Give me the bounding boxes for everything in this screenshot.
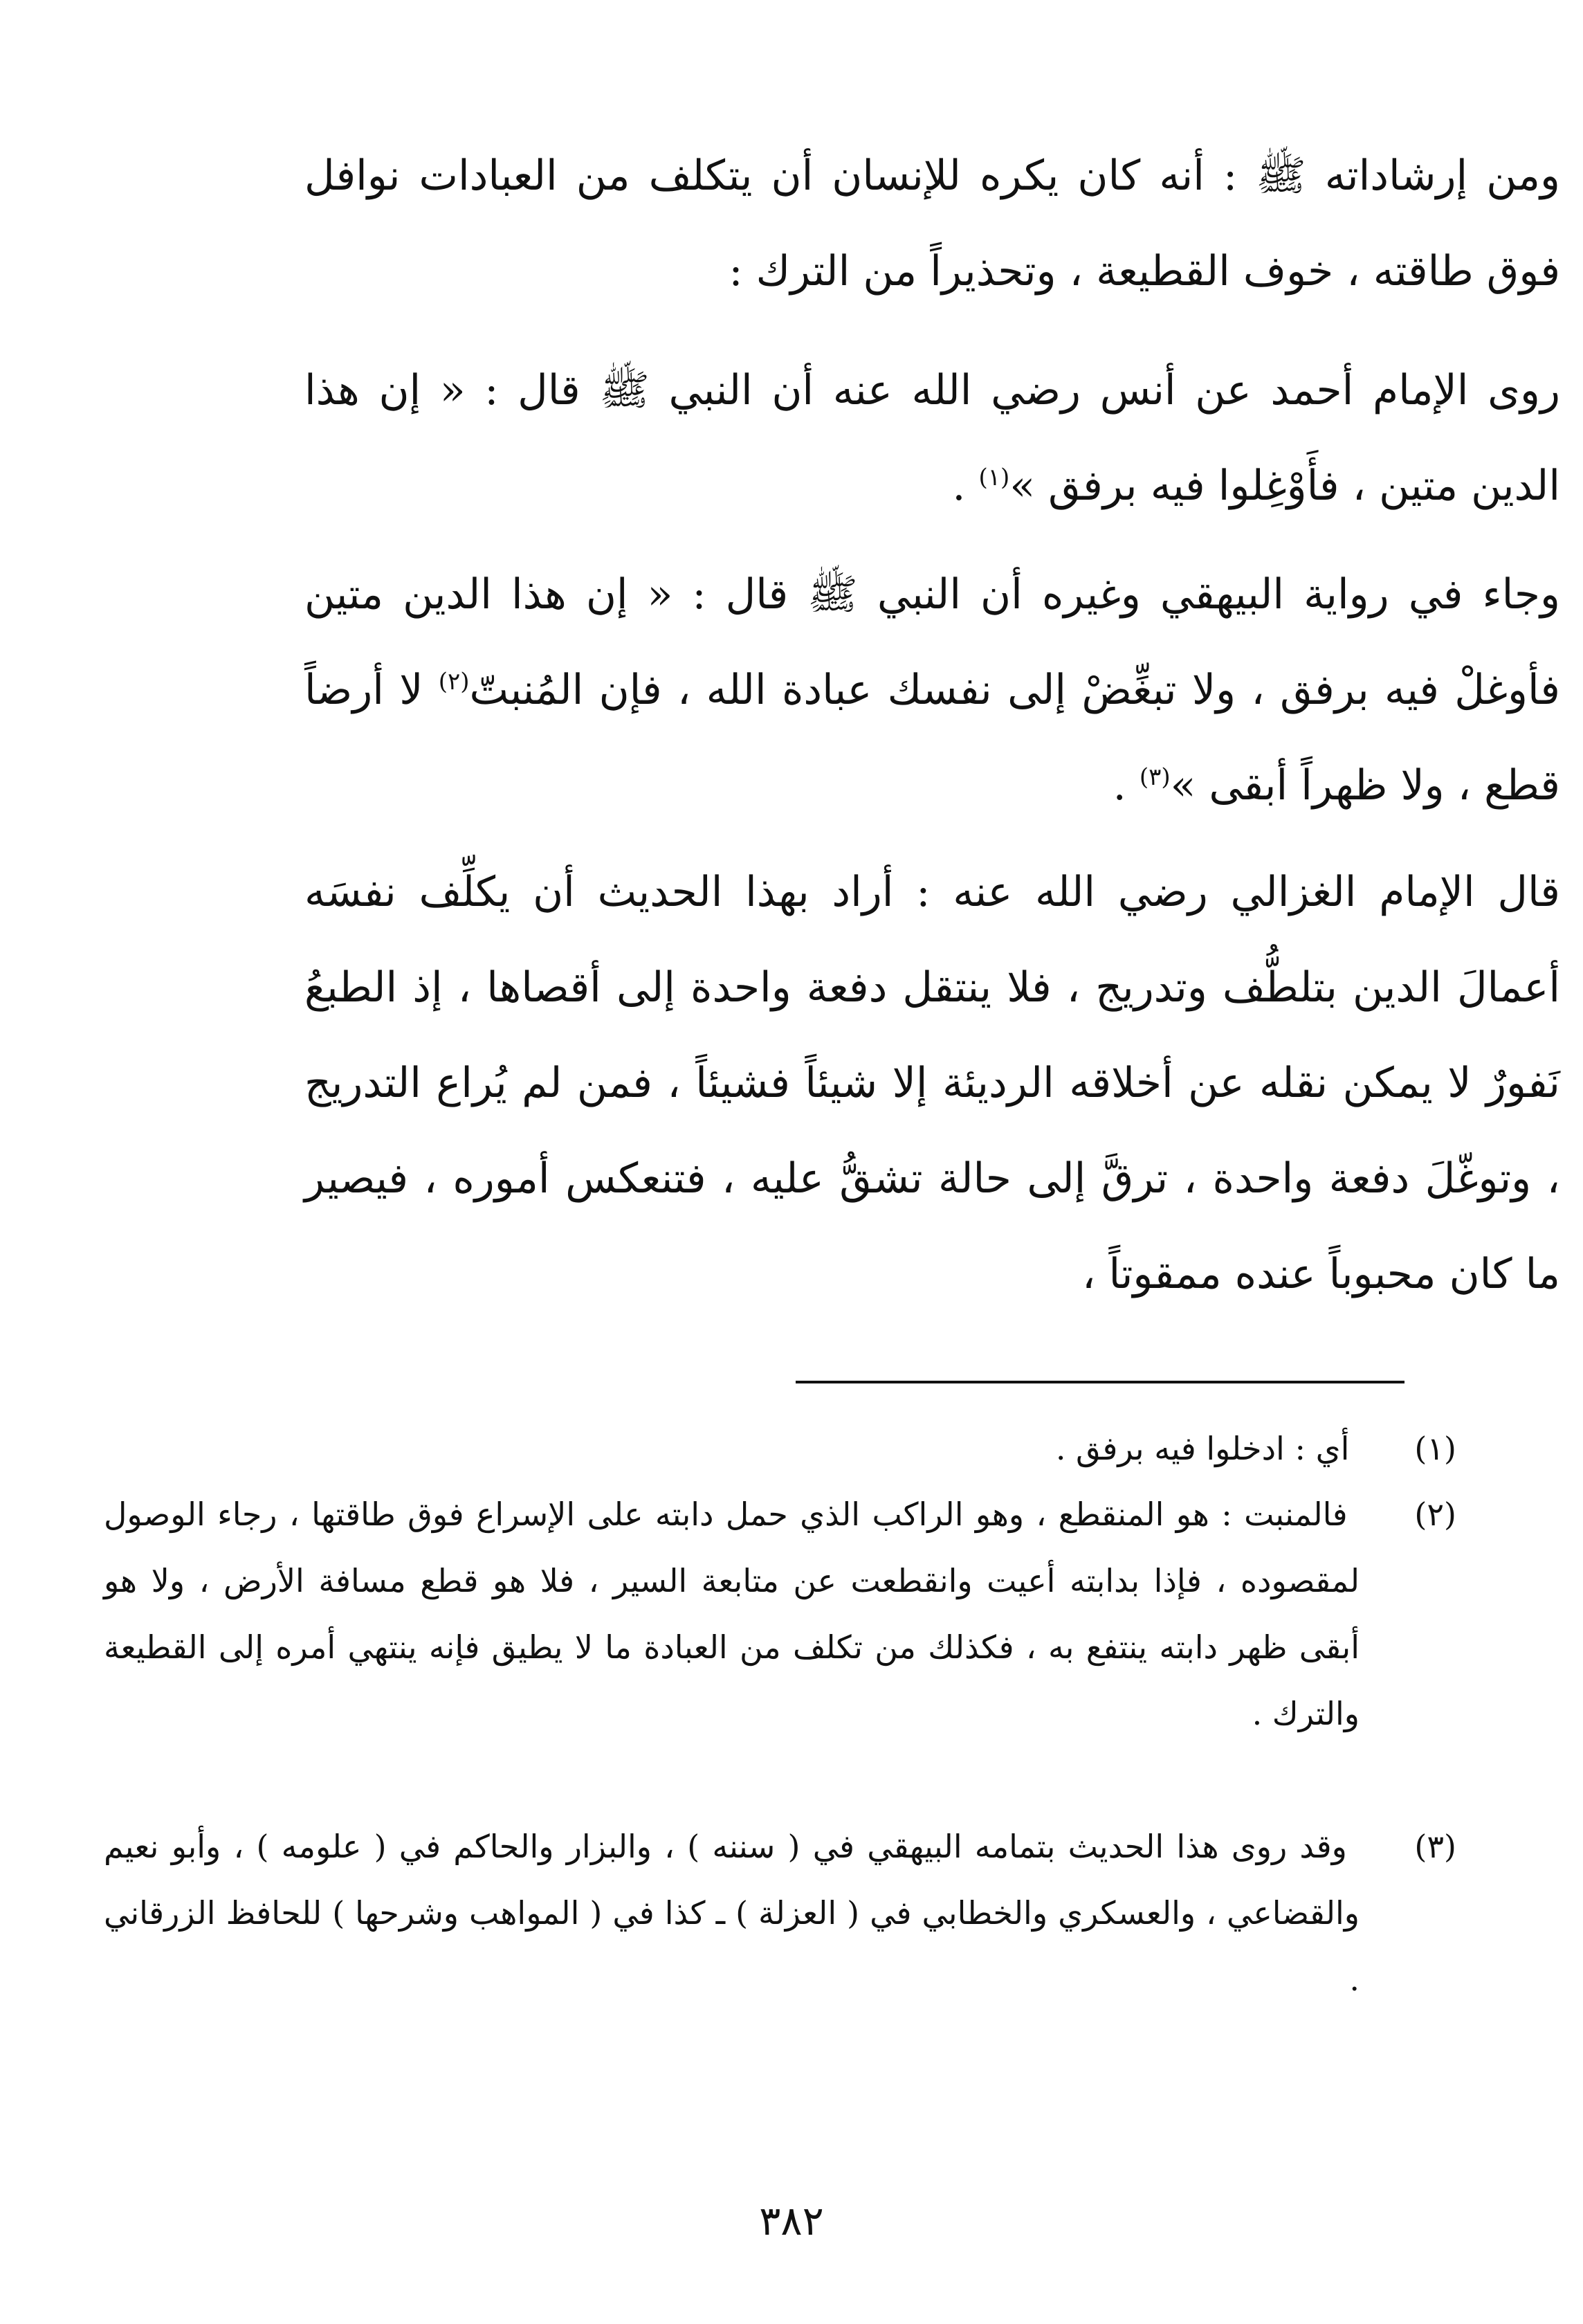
paragraph-4-text: قال الإمام الغزالي رضي الله عنه : أراد بهذا الحديث أن يكلِّف نفسَه أعمالَ الدين بتلطُّف وتدريج ، فلا ينتقل دفعة واحدة إلى أقصاها ، إذ الطبعُ نَفورٌ لا يمكن نقله عن أخلاقه الرديئة إلا شيئاً فشيئاً ، فمن لم يُراع التدريج ، وتوغّلَ دفعة واحدة ، ترقَّ إلى حالة تشقُّ عليه ، فتنعكس أموره ، فيصير ما كان محبوباً عنده ممقوتاً ، [304, 868, 1560, 1298]
paragraph-1 [304, 128, 1583, 319]
footnote-3-number: (٣) [1414, 1828, 1456, 1865]
footnote-ref-3[interactable]: (٣) [1139, 763, 1171, 791]
paragraph-2-text: روى الإمام أحمد عن أنس رضي الله عنه أن النبي ﷺ قال : « إن هذا الدين متين ، فأَوْغِلوا فيه برفق » [304, 366, 1560, 510]
footnote-2-number: (٢) [1414, 1496, 1456, 1533]
page-number: ٣٨٢ [759, 2197, 824, 2244]
paragraph-3-text-b: لا أرضاً قطع ، ولا ظهراً أبقى » [304, 666, 1560, 810]
footnote-2 [104, 1481, 1456, 1747]
paragraph-4 [304, 844, 1583, 1322]
paragraph-2-tail: . [952, 462, 979, 510]
paragraph-3 [304, 547, 1583, 833]
footnote-ref-2[interactable]: (٢) [438, 668, 470, 696]
footnote-3-text: وقد روى هذا الحديث بتمامه البيهقي في ( سننه ) ، والبزار والحاكم في ( علومه ) ، وأبو نعيم والقضاعي ، والعسكري والخطابي في ( العزلة ) ـ كذا في ( المواهب وشرحها ) للحافظ الزرقاني . [104, 1828, 1360, 1998]
paragraph-3-text-a: وجاء في رواية البيهقي وغيره أن النبي ﷺ قال : « إن هذا الدين متين فأوغلْ فيه برفق ، ولا تبغِّضْ إلى نفسك عبادة الله ، فإن المُنبتّ [304, 570, 1560, 714]
paragraph-3-tail: . [1113, 761, 1140, 810]
footnote-separator [796, 1381, 1404, 1383]
footnote-3 [104, 1813, 1456, 2013]
footnote-1-number: (١) [1414, 1430, 1456, 1467]
paragraph-2 [304, 343, 1583, 534]
footnote-ref-1[interactable]: (١) [978, 464, 1010, 491]
footnote-2-text: فالمنبت : هو المنقطع ، وهو الراكب الذي حمل دابته على الإسراع فوق طاقتها ، رجاء الوصول لمقصوده ، فإذا بدابته أعيت وانقطعت عن متابعة السير ، فلا هو قطع مسافة الأرض ، ولا هو أبقى ظهر دابته ينتفع به ، فكذلك من تكلف من العبادة ما لا يطيق فإنه ينتهي أمره إلى القطيعة والترك . [104, 1496, 1360, 1732]
paragraph-1-text: ومن إرشاداته ﷺ : أنه كان يكره للإنسان أن يتكلف من العبادات نوافل فوق طاقته ، خوف القطيعة ، وتحذيراً من الترك : [304, 152, 1560, 296]
footnote-1 [104, 1415, 1456, 1482]
footnote-1-text: أي : ادخلوا فيه برفق . [1055, 1430, 1350, 1467]
